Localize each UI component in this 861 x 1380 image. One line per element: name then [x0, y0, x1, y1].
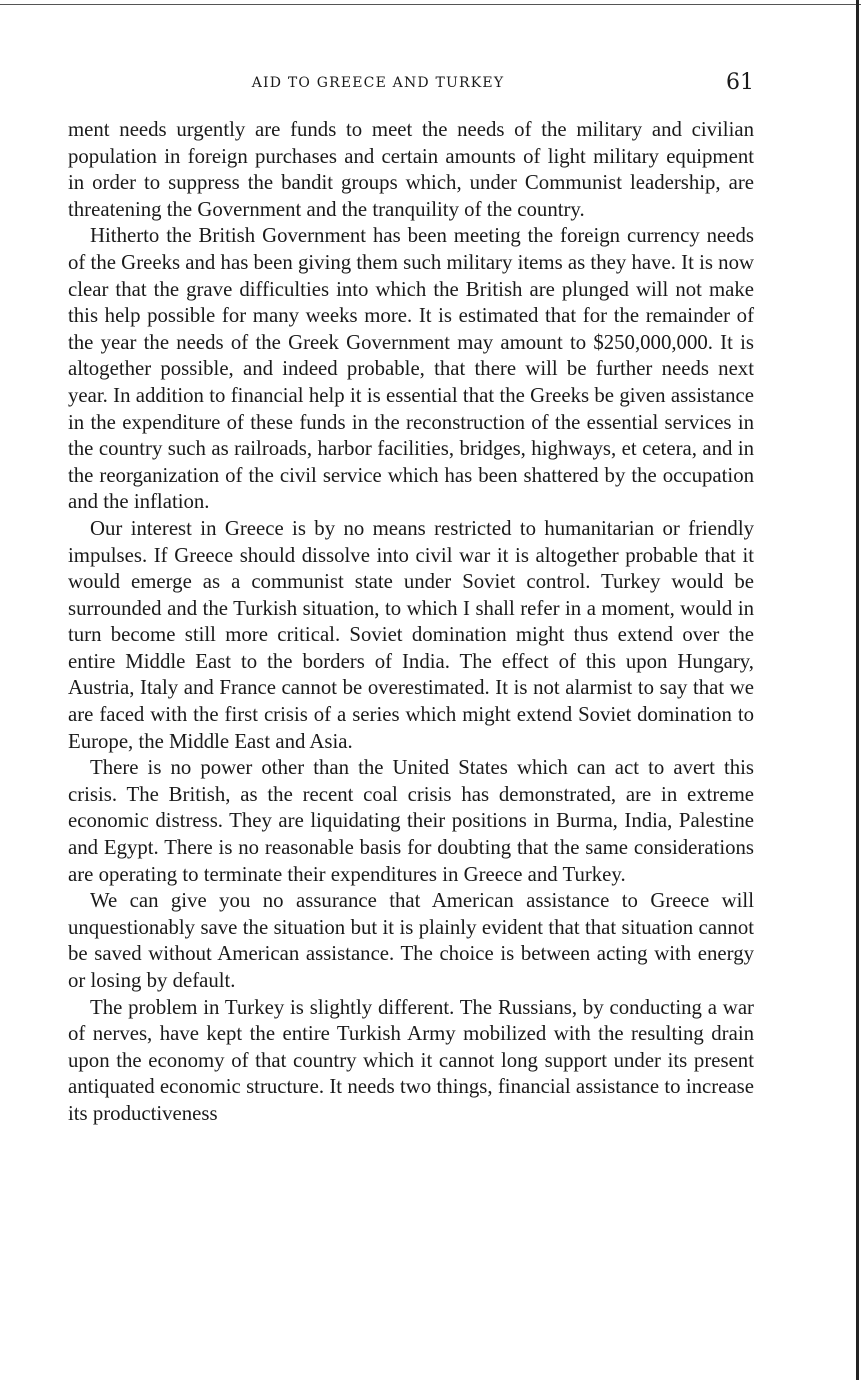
paragraph: We can give you no assurance that American assistance to Greece will unquestionably save the situation but it is plainly evident that that situation cannot be saved without American assistance. The choice is between acting with energy or losing by default.: [68, 889, 754, 992]
paragraph: There is no power other than the United States which can act to avert this crisis. The British, as the recent coal crisis has demonstrated, are in extreme economic distress. They are liquidating their positions in Burma, India, Palestine and Egypt. There is no reasonable basis for doubting that the same considerations are operating to terminate their expenditures in Greece and Turkey.: [68, 756, 754, 886]
running-title: AID TO GREECE AND TURKEY: [251, 75, 505, 91]
running-header: [68, 70, 754, 100]
paragraph: The problem in Turkey is slightly different. The Russians, by conducting a war of nerves, have kept the entire Turkish Army mobilized with the resulting drain upon the economy of that country which it cannot long support under its present antiquated economic structure. It needs two things, financial assistance to increase its productiveness: [68, 995, 754, 1125]
body-text: [68, 117, 754, 1128]
page-number: 61: [726, 70, 754, 95]
paragraph: Hitherto the British Government has been meeting the foreign currency needs of the Greeks and has been giving them such military items as they have. It is now clear that the grave difficulties into which the British are plunged will not make this help possible for many weeks more. It is estimated that for the remainder of the year the needs of the Greek Government may amount to $250,000,000. It is altogether possible, and indeed probable, that there will be further needs next year. In addition to financial help it is essential that the Greeks be given assistance in the expenditure of these funds in the reconstruction of the essential services in the country such as railroads, harbor facilities, bridges, highways, et cetera, and in the reorganization of the civil service which has been shattered by the occupation and the inflation.: [68, 224, 754, 514]
top-border-line: [0, 4, 861, 5]
page-edge-shadow: [856, 0, 859, 1380]
paragraph-continued: ment needs urgently are funds to meet the needs of the military and civilian population in foreign purchases and certain amounts of light military equipment in order to suppress the bandit groups which, under Communist leadership, are threatening the Government and the tranquility of the country.: [68, 118, 754, 221]
paragraph: Our interest in Greece is by no means restricted to humanitarian or friendly impulses. If Greece should dissolve into civil war it is altogether probable that it would emerge as a communist state under Soviet control. Turkey would be surrounded and the Turkish situation, to which I shall refer in a moment, would in turn become still more critical. Soviet domination might thus extend over the entire Middle East to the borders of India. The effect of this upon Hungary, Austria, Italy and France cannot be overestimated. It is not alarmist to say that we are faced with the first crisis of a series which might extend Soviet domination to Europe, the Middle East and Asia.: [68, 516, 754, 753]
